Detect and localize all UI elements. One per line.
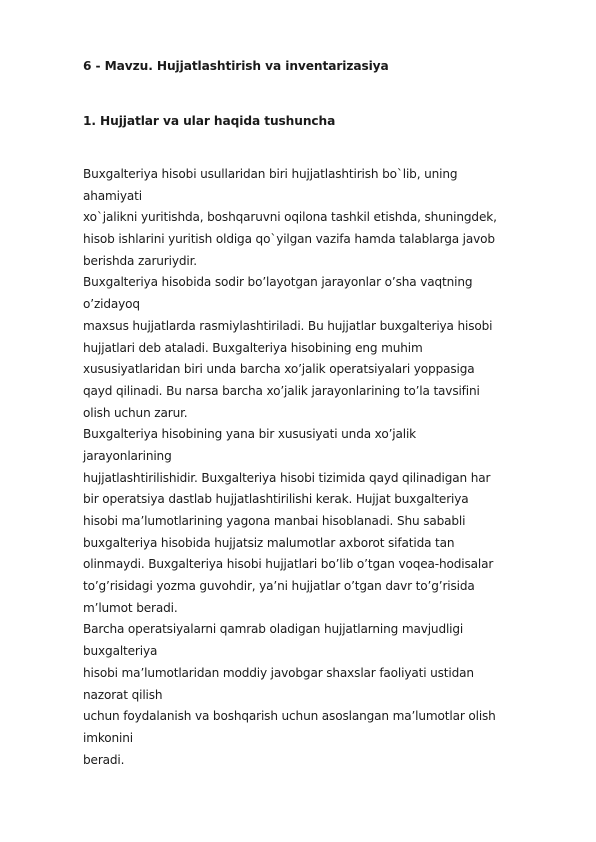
- text-line: buxgalteriya hisobida hujjatsiz malumotlar axborot sifatida tan: [83, 535, 455, 550]
- text-line: Buxgalteriya hisobining yana bir xususiyati unda xo’jalik: [83, 427, 417, 442]
- text-line: Buxgalteriya hisobi usullaridan biri hujjatlashtirish bo`lib, uning: [83, 167, 458, 181]
- text-line: xususiyatlaridan biri unda barcha xo’jalik operatsiyalari yoppasiga: [83, 362, 475, 377]
- text-line: to’g’risidagi yozma guvohdir, ya’ni hujjatlar o’tgan davr to’g’risida: [83, 579, 475, 594]
- text-line: olinmaydi. Buxgalteriya hisobi hujjatlari bo’lib o’tgan voqea-hodisalar: [83, 557, 494, 572]
- section-heading: 1. Hujjatlar va ular haqida tushuncha: [83, 114, 336, 128]
- text-line: hisobi ma’lumotlarining yagona manbai hisoblanadi. Shu sababli: [83, 514, 466, 528]
- text-line: buxgalteriya: [83, 644, 158, 659]
- document-title: 6 - Mavzu. Hujjatlashtirish va inventarizasiya: [83, 59, 389, 73]
- text-line: uchun foydalanish va boshqarish uchun asoslangan ma’lumotlar olish: [83, 709, 496, 724]
- text-line: hisob ishlarini yuritish oldiga qo`yilgan vazifa hamda talablarga javob: [83, 232, 495, 247]
- text-line: bir operatsiya dastlab hujjatlashtirilishi kerak. Hujjat buxgalteriya: [83, 492, 469, 507]
- text-line: hujjatlari deb ataladi. Buxgalteriya hisobining eng muhim: [83, 340, 423, 355]
- text-line: beradi.: [83, 752, 125, 767]
- text-line: m’lumot beradi.: [83, 600, 178, 615]
- text-line: olish uchun zarur.: [83, 405, 188, 420]
- text-line: maxsus hujjatlarda rasmiylashtiriladi. Bu hujjatlar buxgalteriya hisobi: [83, 318, 493, 333]
- text-line: Barcha operatsiyalarni qamrab oladigan hujjatlarning mavjudligi: [83, 622, 464, 637]
- text-line: xo`jalikni yuritishda, boshqaruvni oqilona tashkil etishda, shuningdek,: [83, 210, 497, 225]
- text-line: hisobi ma’lumotlaridan moddiy javobgar shaxslar faoliyati ustidan: [83, 665, 474, 680]
- text-line: jarayonlarining: [83, 448, 172, 463]
- text-line: nazorat qilish: [83, 687, 163, 702]
- text-line: ahamiyati: [83, 188, 142, 203]
- text-line: imkonini: [83, 730, 133, 745]
- text-line: o’zidayoq: [83, 297, 140, 312]
- text-line: hujjatlashtirilishidir. Buxgalteriya hisobi tizimida qayd qilinadigan har: [83, 470, 491, 485]
- text-line: Buxgalteriya hisobida sodir bo’layotgan jarayonlar o’sha vaqtning: [83, 275, 473, 290]
- body-text: [83, 164, 553, 771]
- text-line: berishda zaruriydir.: [83, 253, 197, 268]
- text-line: qayd qilinadi. Bu narsa barcha xo’jalik jarayonlarining to’la tavsifini: [83, 383, 480, 398]
